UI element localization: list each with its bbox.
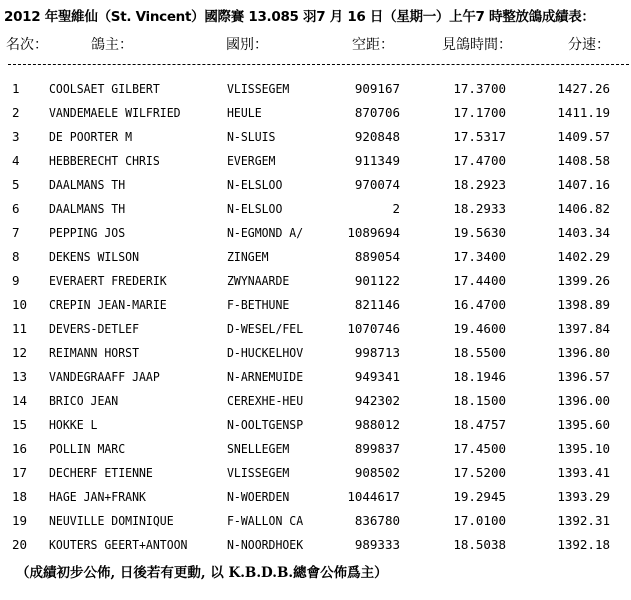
arrival-time-cell: 17.4700 [453,153,506,168]
arrival-time-cell: 18.5038 [453,537,506,552]
table-row [0,485,631,509]
country-cell: N-ELSLOO [227,177,283,192]
rank-cell: 15 [12,417,28,432]
speed-cell: 1408.58 [557,153,610,168]
table-row [0,413,631,437]
country-cell: D-HUCKELHOV [227,345,304,360]
owner-cell: CREPIN JEAN-MARIE [49,297,167,312]
speed-cell: 1409.57 [557,129,610,144]
page-title: 2012 年聖維仙（St. Vincent）國際賽 13.085 羽7 月 16 日（星期一）上午7 時整放鴿成績表： [4,9,595,25]
country-cell: SNELLEGEM [227,441,290,456]
rank-cell: 12 [12,345,28,360]
arrival-time-cell: 19.4600 [453,321,506,336]
arrival-time-cell: 18.2923 [453,177,506,192]
distance-cell: 899837 [354,441,400,456]
table-row [0,437,631,461]
arrival-time-cell: 19.2945 [453,489,506,504]
header-speed: 分速： [568,37,610,53]
country-cell: N-NOORDHOEK [227,537,304,552]
table-row [0,533,631,557]
speed-cell: 1396.80 [557,345,610,360]
rank-cell: 3 [12,129,20,144]
rank-cell: 11 [12,321,28,336]
speed-cell: 1403.34 [557,225,610,240]
owner-cell: COOLSAET GILBERT [49,81,160,96]
owner-cell: EVERAERT FREDERIK [49,273,167,288]
table-row [0,317,631,341]
speed-cell: 1402.29 [557,249,610,264]
table-row [0,461,631,485]
speed-cell: 1398.89 [557,297,610,312]
speed-cell: 1406.82 [557,201,610,216]
arrival-time-cell: 19.5630 [453,225,506,240]
table-row [0,77,631,101]
arrival-time-cell: 17.5317 [453,129,506,144]
arrival-time-cell: 17.3700 [453,81,506,96]
distance-cell: 836780 [354,513,400,528]
owner-cell: HEBBERECHT CHRIS [49,153,160,168]
country-cell: D-WESEL/FEL [227,321,304,336]
distance-cell: 998713 [354,345,400,360]
rank-cell: 17 [12,465,28,480]
arrival-time-cell: 17.1700 [453,105,506,120]
rank-cell: 7 [12,225,20,240]
rank-cell: 18 [12,489,28,504]
distance-cell: 901122 [354,273,400,288]
speed-cell: 1392.18 [557,537,610,552]
distance-cell: 942302 [354,393,400,408]
speed-cell: 1393.29 [557,489,610,504]
distance-cell: 1070746 [347,321,400,336]
country-cell: N-ARNEMUIDE [227,369,304,384]
country-cell: HEULE [227,105,262,120]
country-cell: ZINGEM [227,249,269,264]
speed-cell: 1395.60 [557,417,610,432]
country-cell: F-WALLON CA [227,513,304,528]
owner-cell: PEPPING JOS [49,225,126,240]
table-row [0,221,631,245]
header-distance: 空距： [352,37,394,53]
speed-cell: 1395.10 [557,441,610,456]
rank-cell: 16 [12,441,28,456]
table-row [0,293,631,317]
header-divider [8,64,629,65]
rank-cell: 14 [12,393,28,408]
table-row [0,389,631,413]
footer-note: （成績初步公佈, 日後若有更動, 以 K.B.D.B.總會公佈爲主） [16,565,388,581]
rank-cell: 5 [12,177,20,192]
country-cell: N-SLUIS [227,129,276,144]
owner-cell: DEKENS WILSON [49,249,140,264]
rank-cell: 10 [12,297,28,312]
table-row [0,365,631,389]
rank-cell: 19 [12,513,28,528]
table-row [0,269,631,293]
owner-cell: VANDEGRAAFF JAAP [49,369,160,384]
distance-cell: 1044617 [347,489,400,504]
distance-cell: 988012 [354,417,400,432]
distance-cell: 970074 [354,177,400,192]
owner-cell: DAALMANS TH [49,201,126,216]
speed-cell: 1411.19 [557,105,610,120]
rank-cell: 9 [12,273,20,288]
speed-cell: 1397.84 [557,321,610,336]
owner-cell: HOKKE L [49,417,98,432]
distance-cell: 908502 [354,465,400,480]
table-row [0,173,631,197]
arrival-time-cell: 18.2933 [453,201,506,216]
distance-cell: 989333 [354,537,400,552]
table-row [0,125,631,149]
header-rank: 名次： [6,37,48,53]
owner-cell: DEVERS-DETLEF [49,321,140,336]
rank-cell: 2 [12,105,20,120]
speed-cell: 1393.41 [557,465,610,480]
owner-cell: POLLIN MARC [49,441,126,456]
country-cell: N-WOERDEN [227,489,290,504]
speed-cell: 1392.31 [557,513,610,528]
speed-cell: 1427.26 [557,81,610,96]
distance-cell: 1089694 [347,225,400,240]
country-cell: F-BETHUNE [227,297,290,312]
owner-cell: DECHERF ETIENNE [49,465,153,480]
rank-cell: 13 [12,369,28,384]
owner-cell: DAALMANS TH [49,177,126,192]
distance-cell: 920848 [354,129,400,144]
speed-cell: 1396.00 [557,393,610,408]
arrival-time-cell: 17.3400 [453,249,506,264]
distance-cell: 2 [392,201,400,216]
arrival-time-cell: 18.4757 [453,417,506,432]
arrival-time-cell: 18.5500 [453,345,506,360]
header-country: 國別： [226,37,268,53]
table-row [0,197,631,221]
arrival-time-cell: 17.5200 [453,465,506,480]
country-cell: CEREXHE-HEU [227,393,304,408]
distance-cell: 870706 [354,105,400,120]
rank-cell: 8 [12,249,20,264]
owner-cell: NEUVILLE DOMINIQUE [49,513,174,528]
owner-cell: BRICO JEAN [49,393,119,408]
distance-cell: 889054 [354,249,400,264]
owner-cell: HAGE JAN+FRANK [49,489,146,504]
table-row [0,341,631,365]
owner-cell: KOUTERS GEERT+ANTOON [49,537,188,552]
distance-cell: 821146 [354,297,400,312]
country-cell: ZWYNAARDE [227,273,290,288]
country-cell: VLISSEGEM [227,81,290,96]
table-row [0,245,631,269]
arrival-time-cell: 16.4700 [453,297,506,312]
rank-cell: 20 [12,537,28,552]
speed-cell: 1407.16 [557,177,610,192]
table-row [0,509,631,533]
distance-cell: 911349 [354,153,400,168]
arrival-time-cell: 17.4400 [453,273,506,288]
owner-cell: DE POORTER M [49,129,133,144]
header-arrival: 見鴿時間： [442,37,512,53]
owner-cell: REIMANN HORST [49,345,140,360]
arrival-time-cell: 17.0100 [453,513,506,528]
country-cell: VLISSEGEM [227,465,290,480]
results-table [0,77,631,557]
country-cell: N-ELSLOO [227,201,283,216]
speed-cell: 1399.26 [557,273,610,288]
country-cell: N-EGMOND A/ [227,225,304,240]
rank-cell: 1 [12,81,20,96]
arrival-time-cell: 17.4500 [453,441,506,456]
table-row [0,149,631,173]
owner-cell: VANDEMAELE WILFRIED [49,105,181,120]
table-row [0,101,631,125]
rank-cell: 4 [12,153,20,168]
header-owner: 鴿主： [91,37,133,53]
country-cell: EVERGEM [227,153,276,168]
arrival-time-cell: 18.1500 [453,393,506,408]
rank-cell: 6 [12,201,20,216]
arrival-time-cell: 18.1946 [453,369,506,384]
distance-cell: 909167 [354,81,400,96]
country-cell: N-OOLTGENSP [227,417,304,432]
speed-cell: 1396.57 [557,369,610,384]
distance-cell: 949341 [354,369,400,384]
